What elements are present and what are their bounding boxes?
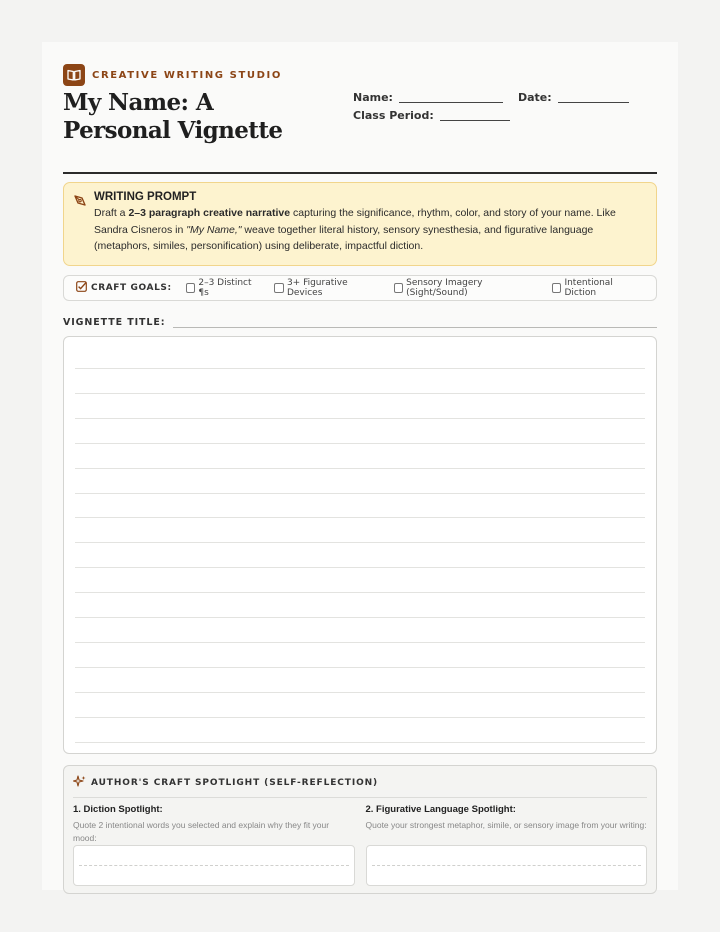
craft-goals-label: CRAFT GOALS: bbox=[91, 283, 172, 293]
vignette-title-label: VIGNETTE TITLE: bbox=[63, 317, 166, 328]
writing-line bbox=[75, 517, 645, 518]
figurative-spotlight-hint: Quote your strongest metaphor, simile, or sensory image from your writing: bbox=[365, 820, 647, 830]
writing-line bbox=[75, 642, 645, 643]
writing-line bbox=[75, 393, 645, 394]
prompt-body: Draft a 2–3 paragraph creative narrative capturing the significance, rhythm, color, and story of your name. Like Sandra Cisneros in "My Name," weave together literal history, sensory synesthesia, and figurative language (metaphors, similes, personification) using deliberate, impactful diction. bbox=[94, 207, 616, 252]
goal-checkbox[interactable] bbox=[274, 283, 283, 293]
writing-line bbox=[75, 567, 645, 568]
name-field[interactable] bbox=[399, 91, 503, 103]
writing-line bbox=[75, 742, 645, 743]
goal-sensory-imagery[interactable]: Sensory Imagery (Sight/Sound) bbox=[394, 278, 538, 298]
header bbox=[63, 64, 657, 174]
goal-checkbox[interactable] bbox=[394, 283, 404, 293]
writing-line bbox=[75, 368, 645, 369]
diction-spotlight-title: 1. Diction Spotlight: bbox=[73, 804, 163, 815]
writing-line bbox=[75, 542, 645, 543]
writing-line bbox=[75, 418, 645, 419]
brand-name: CREATIVE WRITING STUDIO bbox=[92, 69, 282, 81]
date-label: Date: bbox=[517, 90, 552, 104]
pen-nib-icon bbox=[73, 193, 87, 212]
name-label: Name: bbox=[353, 90, 393, 104]
goal-checkbox[interactable] bbox=[186, 283, 195, 293]
craft-goals bbox=[63, 275, 657, 301]
prompt-title: WRITING PROMPT bbox=[94, 191, 197, 203]
sparkles-icon bbox=[73, 775, 86, 791]
diction-spotlight-hint: Quote 2 intentional words you selected and explain why they fit your mood: bbox=[73, 820, 330, 843]
figurative-spotlight-title: 2. Figurative Language Spotlight: bbox=[365, 804, 516, 815]
page-title: My Name: A Personal Vignette bbox=[63, 89, 283, 144]
worksheet-page bbox=[42, 42, 678, 890]
writing-line bbox=[75, 493, 645, 494]
class-period-label: Class Period: bbox=[353, 108, 434, 122]
figurative-answer-box[interactable] bbox=[366, 845, 648, 886]
goal-figurative-devices[interactable]: 3+ Figurative Devices bbox=[274, 278, 379, 298]
checkbox-icon bbox=[76, 281, 87, 295]
writing-line bbox=[75, 443, 645, 444]
craft-spotlight bbox=[63, 765, 657, 894]
brand bbox=[63, 64, 657, 86]
writing-area[interactable] bbox=[63, 336, 657, 754]
writing-line bbox=[75, 468, 645, 469]
writing-line bbox=[75, 617, 645, 618]
goal-checkbox[interactable] bbox=[552, 283, 561, 293]
vignette-title-field[interactable] bbox=[173, 316, 657, 328]
writing-line bbox=[75, 592, 645, 593]
writing-line bbox=[75, 667, 645, 668]
goal-intentional-diction[interactable]: Intentional Diction bbox=[552, 278, 642, 298]
writing-line bbox=[75, 717, 645, 718]
spotlight-title: AUTHOR'S CRAFT SPOTLIGHT (SELF-REFLECTION) bbox=[91, 778, 379, 788]
figurative-spotlight bbox=[366, 804, 648, 886]
diction-spotlight bbox=[73, 804, 355, 886]
writing-prompt bbox=[63, 182, 657, 266]
open-book-icon bbox=[63, 64, 85, 86]
class-period-field[interactable] bbox=[440, 109, 510, 121]
writing-line bbox=[75, 692, 645, 693]
student-info bbox=[353, 88, 629, 124]
vignette-title-row bbox=[63, 311, 657, 328]
diction-answer-box[interactable] bbox=[73, 845, 355, 886]
date-field[interactable] bbox=[558, 91, 629, 103]
goal-distinct-paragraphs[interactable]: 2–3 Distinct ¶s bbox=[186, 278, 261, 298]
